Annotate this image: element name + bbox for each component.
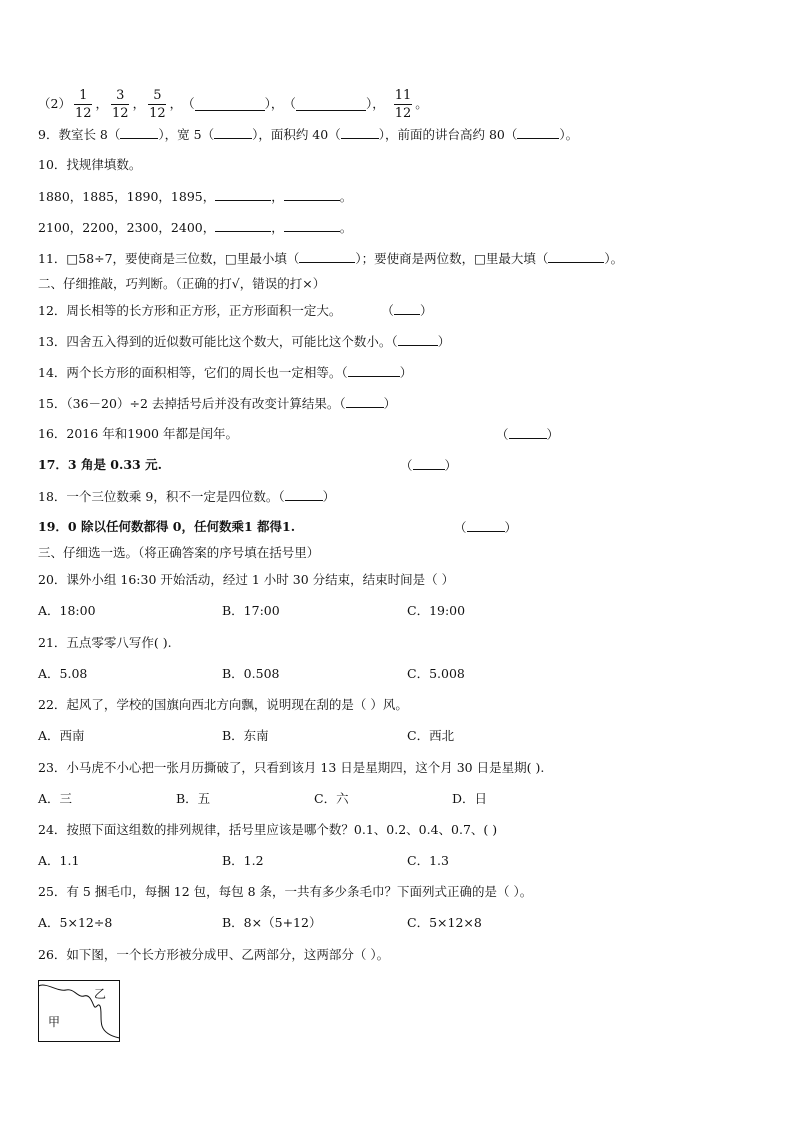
q20-option-b[interactable]: B．17:00: [222, 603, 280, 618]
section-3-heading: 三、仔细选一选。（将正确答案的序号填在括号里）: [38, 545, 320, 560]
question-23: 23．小马虎不小心把一张月历撕破了，只看到该月 13 日是星期四，这个月 30 日是星期( ).: [38, 760, 545, 775]
divided-rectangle-figure: [38, 980, 120, 1042]
answer-blank[interactable]: [285, 488, 323, 501]
section-2-heading: 二、仔细推敲，巧判断。（正确的打√，错误的打×）: [38, 276, 326, 291]
answer-blank[interactable]: [394, 302, 420, 315]
fraction-4: $\frac{11}{12}$: [394, 87, 412, 121]
answer-blank[interactable]: [195, 98, 265, 111]
q23-option-c[interactable]: C．六: [314, 791, 349, 806]
divided-rectangle-svg: [38, 980, 120, 1042]
label-jia: 甲: [48, 1015, 61, 1029]
answer-blank[interactable]: [509, 426, 547, 439]
q21-option-c[interactable]: C．5.008: [407, 666, 465, 681]
question-10-seq-a: 1880，1885，1890，1895， ， 。: [38, 189, 353, 204]
answer-blank[interactable]: [284, 188, 340, 201]
fraction-1: $\frac{1}{12}$: [74, 87, 92, 121]
question-9: 9．教室长 8（ ），宽 5（ ），面积约 40（ ），前面的讲台高约 80（ ）。: [38, 127, 579, 142]
question-10-seq-b: 2100，2200，2300，2400， ， 。: [38, 220, 353, 235]
answer-blank[interactable]: [413, 457, 445, 470]
dividing-curve: [39, 985, 120, 1038]
q25-option-c[interactable]: C．5×12×8: [407, 915, 482, 930]
question-19: 19．0 除以任何数都得 0，任何数乘1 都得1.: [38, 519, 296, 534]
question-26: 26．如下图，一个长方形被分成甲、乙两部分，这两部分（ ）。: [38, 947, 390, 962]
question-22: 22．起风了，学校的国旗向西北方向飘，说明现在刮的是（ ）风。: [38, 697, 408, 712]
answer-blank[interactable]: [348, 364, 400, 377]
question-15: 15．（36－20）÷2 去掉括号后并没有改变计算结果。（ ）: [38, 396, 397, 411]
question-17-answer: （ ）: [400, 458, 458, 473]
question-19-answer: （ ）: [454, 520, 518, 535]
fraction-3: $\frac{5}{12}$: [149, 87, 166, 121]
answer-blank[interactable]: [284, 219, 340, 232]
q8-part2: （2） $\frac{1}{12}$ ， $\frac{3}{12}$ ， $\frac{5}{12}$ ， （ ）， （ ）， $\frac{11}{12}$ 。: [38, 87, 428, 121]
q21-option-a[interactable]: A．5.08: [38, 666, 88, 681]
q22-option-a[interactable]: A．西南: [38, 728, 85, 743]
answer-blank[interactable]: [467, 519, 505, 532]
q8-part2-prefix: （2）: [38, 96, 71, 111]
label-yi: 乙: [94, 987, 107, 1001]
q24-option-a[interactable]: A．1.1: [38, 853, 80, 868]
answer-blank[interactable]: [215, 219, 271, 232]
question-24: 24．按照下面这组数的排列规律，括号里应该是哪个数？0.1、0.2、0.4、0.7、( ): [38, 822, 498, 837]
q22-option-c[interactable]: C．西北: [407, 728, 455, 743]
question-20: 20．课外小组 16:30 开始活动，经过 1 小时 30 分结束，结束时间是（ ）: [38, 572, 455, 587]
answer-blank[interactable]: [341, 126, 379, 139]
question-11: 11．□58÷7，要使商是三位数，□里最小填（ ）；要使商是两位数，□里最大填（ ）。: [38, 251, 624, 266]
answer-blank[interactable]: [548, 250, 604, 263]
q20-option-c[interactable]: C．19:00: [407, 603, 466, 618]
q25-option-a[interactable]: A．5×12÷8: [38, 915, 113, 930]
q23-option-b[interactable]: B．五: [176, 791, 211, 806]
question-12: 12．周长相等的长方形和正方形，正方形面积一定大。 （ ）: [38, 303, 433, 318]
question-17: 17．3 角是 0.33 元.: [38, 457, 162, 472]
q24-option-c[interactable]: C．1.3: [407, 853, 449, 868]
q21-option-b[interactable]: B．0.508: [222, 666, 280, 681]
question-16: 16．2016 年和1900 年都是闰年。: [38, 426, 238, 441]
answer-blank[interactable]: [517, 126, 559, 139]
q20-option-a[interactable]: A．18:00: [38, 603, 96, 618]
question-25: 25．有 5 捆毛巾，每捆 12 包，每包 8 条，一共有多少条毛巾？下面列式正确的是（ ）。: [38, 884, 533, 899]
question-21: 21．五点零零八写作( ).: [38, 635, 172, 650]
answer-blank[interactable]: [299, 250, 355, 263]
answer-blank[interactable]: [214, 126, 252, 139]
question-14: 14．两个长方形的面积相等，它们的周长也一定相等。（ ）: [38, 365, 413, 380]
answer-blank[interactable]: [398, 333, 438, 346]
question-13: 13．四舍五入得到的近似数可能比这个数大，可能比这个数小。（ ）: [38, 334, 451, 349]
answer-blank[interactable]: [120, 126, 158, 139]
q24-option-b[interactable]: B．1.2: [222, 853, 264, 868]
question-10: 10．找规律填数。: [38, 157, 142, 172]
question-18: 18．一个三位数乘 9，积不一定是四位数。（ ）: [38, 489, 336, 504]
q23-option-a[interactable]: A．三: [38, 791, 73, 806]
question-16-answer: （ ）: [496, 427, 560, 442]
answer-blank[interactable]: [346, 395, 384, 408]
q23-option-d[interactable]: D．日: [452, 791, 488, 806]
q22-option-b[interactable]: B．东南: [222, 728, 269, 743]
answer-blank[interactable]: [215, 188, 271, 201]
answer-blank[interactable]: [296, 98, 366, 111]
fraction-2: $\frac{3}{12}$: [112, 87, 129, 121]
q25-option-b[interactable]: B．8×（5+12）: [222, 915, 322, 930]
